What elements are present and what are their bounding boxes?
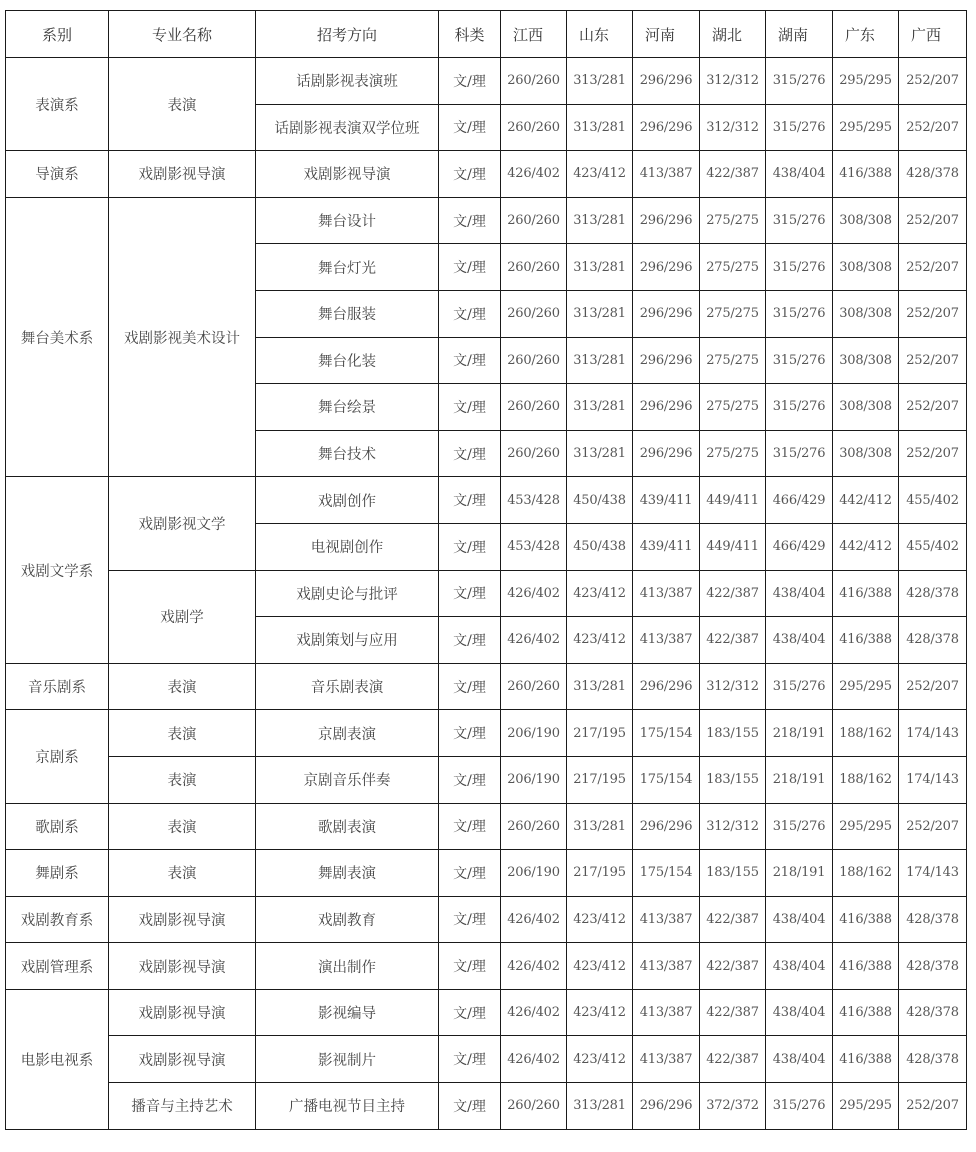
score-cell: 422/387 xyxy=(700,1036,766,1083)
header-direction: 招考方向 xyxy=(256,11,439,58)
major-cell: 表演 xyxy=(109,850,256,897)
score-cell: 423/412 xyxy=(567,1036,633,1083)
score-cell: 252/207 xyxy=(899,244,967,291)
score-cell: 260/260 xyxy=(501,290,567,337)
table-row xyxy=(6,989,967,1036)
score-cell: 260/260 xyxy=(501,58,567,105)
subject-type-cell: 文/理 xyxy=(439,663,501,710)
score-cell: 438/404 xyxy=(766,896,833,943)
score-cell: 466/429 xyxy=(766,477,833,524)
score-cell: 428/378 xyxy=(899,1036,967,1083)
score-cell: 313/281 xyxy=(567,384,633,431)
score-cell: 438/404 xyxy=(766,1036,833,1083)
score-cell: 453/428 xyxy=(501,477,567,524)
score-cell: 423/412 xyxy=(567,896,633,943)
score-cell: 442/412 xyxy=(833,477,899,524)
score-cell: 422/387 xyxy=(700,896,766,943)
score-cell: 450/438 xyxy=(567,477,633,524)
major-cell: 戏剧影视导演 xyxy=(109,989,256,1036)
score-cell: 260/260 xyxy=(501,104,567,151)
major-cell: 表演 xyxy=(109,663,256,710)
score-cell: 260/260 xyxy=(501,1083,567,1130)
score-cell: 426/402 xyxy=(501,570,567,617)
score-cell: 217/195 xyxy=(567,710,633,757)
table-row xyxy=(6,710,967,757)
direction-cell: 戏剧影视导演 xyxy=(256,151,439,198)
score-cell: 416/388 xyxy=(833,151,899,198)
score-cell: 313/281 xyxy=(567,197,633,244)
score-cell: 218/191 xyxy=(766,756,833,803)
score-cell: 175/154 xyxy=(633,756,700,803)
score-cell: 423/412 xyxy=(567,151,633,198)
score-cell: 439/411 xyxy=(633,477,700,524)
score-cell: 413/387 xyxy=(633,617,700,664)
score-cell: 174/143 xyxy=(899,756,967,803)
score-cell: 308/308 xyxy=(833,384,899,431)
subject-type-cell: 文/理 xyxy=(439,523,501,570)
score-cell: 188/162 xyxy=(833,710,899,757)
score-cell: 422/387 xyxy=(700,570,766,617)
header-major: 专业名称 xyxy=(109,11,256,58)
score-cell: 295/295 xyxy=(833,104,899,151)
score-cell: 423/412 xyxy=(567,617,633,664)
table-row xyxy=(6,1036,967,1083)
score-cell: 315/276 xyxy=(766,244,833,291)
header-row xyxy=(6,11,967,58)
direction-cell: 戏剧策划与应用 xyxy=(256,617,439,664)
score-cell: 260/260 xyxy=(501,663,567,710)
header-shandong: 山东 xyxy=(567,11,633,58)
score-cell: 428/378 xyxy=(899,943,967,990)
table-row xyxy=(6,58,967,105)
score-cell: 206/190 xyxy=(501,710,567,757)
score-cell: 252/207 xyxy=(899,430,967,477)
score-cell: 275/275 xyxy=(700,290,766,337)
major-cell: 表演 xyxy=(109,756,256,803)
subject-type-cell: 文/理 xyxy=(439,896,501,943)
score-cell: 315/276 xyxy=(766,384,833,431)
major-cell: 戏剧影视美术设计 xyxy=(109,197,256,477)
score-cell: 175/154 xyxy=(633,710,700,757)
score-cell: 313/281 xyxy=(567,1083,633,1130)
score-cell: 426/402 xyxy=(501,151,567,198)
score-cell: 296/296 xyxy=(633,1083,700,1130)
table-row xyxy=(6,896,967,943)
score-cell: 315/276 xyxy=(766,803,833,850)
direction-cell: 广播电视节目主持 xyxy=(256,1083,439,1130)
header-guangxi: 广西 xyxy=(899,11,967,58)
score-cell: 315/276 xyxy=(766,1083,833,1130)
score-cell: 426/402 xyxy=(501,896,567,943)
score-cell: 413/387 xyxy=(633,989,700,1036)
header-jiangxi: 江西 xyxy=(501,11,567,58)
score-cell: 422/387 xyxy=(700,943,766,990)
table-row xyxy=(6,756,967,803)
subject-type-cell: 文/理 xyxy=(439,850,501,897)
score-cell: 422/387 xyxy=(700,989,766,1036)
header-dept: 系别 xyxy=(6,11,109,58)
score-cell: 275/275 xyxy=(700,197,766,244)
dept-cell: 导演系 xyxy=(6,151,109,198)
subject-type-cell: 文/理 xyxy=(439,1083,501,1130)
score-cell: 260/260 xyxy=(501,244,567,291)
score-cell: 252/207 xyxy=(899,58,967,105)
direction-cell: 京剧表演 xyxy=(256,710,439,757)
score-cell: 275/275 xyxy=(700,244,766,291)
score-cell: 296/296 xyxy=(633,663,700,710)
score-cell: 428/378 xyxy=(899,570,967,617)
major-cell: 戏剧影视文学 xyxy=(109,477,256,570)
direction-cell: 演出制作 xyxy=(256,943,439,990)
direction-cell: 舞台服装 xyxy=(256,290,439,337)
score-cell: 313/281 xyxy=(567,430,633,477)
score-cell: 313/281 xyxy=(567,290,633,337)
score-cell: 218/191 xyxy=(766,710,833,757)
score-cell: 372/372 xyxy=(700,1083,766,1130)
major-cell: 播音与主持艺术 xyxy=(109,1083,256,1130)
score-cell: 296/296 xyxy=(633,290,700,337)
direction-cell: 音乐剧表演 xyxy=(256,663,439,710)
subject-type-cell: 文/理 xyxy=(439,1036,501,1083)
score-cell: 416/388 xyxy=(833,570,899,617)
subject-type-cell: 文/理 xyxy=(439,570,501,617)
score-cell: 438/404 xyxy=(766,570,833,617)
score-cell: 442/412 xyxy=(833,523,899,570)
score-cell: 422/387 xyxy=(700,617,766,664)
score-cell: 295/295 xyxy=(833,1083,899,1130)
score-cell: 438/404 xyxy=(766,989,833,1036)
dept-cell: 歌剧系 xyxy=(6,803,109,850)
score-cell: 260/260 xyxy=(501,803,567,850)
score-cell: 308/308 xyxy=(833,430,899,477)
score-cell: 315/276 xyxy=(766,104,833,151)
dept-cell: 戏剧文学系 xyxy=(6,477,109,663)
score-cell: 439/411 xyxy=(633,523,700,570)
score-cell: 252/207 xyxy=(899,803,967,850)
score-cell: 423/412 xyxy=(567,989,633,1036)
major-cell: 戏剧影视导演 xyxy=(109,1036,256,1083)
score-cell: 449/411 xyxy=(700,477,766,524)
score-cell: 252/207 xyxy=(899,337,967,384)
score-cell: 218/191 xyxy=(766,850,833,897)
score-cell: 188/162 xyxy=(833,756,899,803)
subject-type-cell: 文/理 xyxy=(439,756,501,803)
dept-cell: 音乐剧系 xyxy=(6,663,109,710)
header-henan: 河南 xyxy=(633,11,700,58)
score-cell: 275/275 xyxy=(700,430,766,477)
score-cell: 313/281 xyxy=(567,663,633,710)
score-cell: 175/154 xyxy=(633,850,700,897)
score-cell: 450/438 xyxy=(567,523,633,570)
score-cell: 466/429 xyxy=(766,523,833,570)
major-cell: 表演 xyxy=(109,58,256,151)
score-cell: 275/275 xyxy=(700,337,766,384)
score-cell: 422/387 xyxy=(700,151,766,198)
subject-type-cell: 文/理 xyxy=(439,58,501,105)
score-cell: 252/207 xyxy=(899,384,967,431)
score-cell: 313/281 xyxy=(567,337,633,384)
score-cell: 428/378 xyxy=(899,151,967,198)
major-cell: 表演 xyxy=(109,803,256,850)
table-row xyxy=(6,663,967,710)
direction-cell: 话剧影视表演双学位班 xyxy=(256,104,439,151)
subject-type-cell: 文/理 xyxy=(439,104,501,151)
score-cell: 449/411 xyxy=(700,523,766,570)
dept-cell: 表演系 xyxy=(6,58,109,151)
score-cell: 275/275 xyxy=(700,384,766,431)
score-cell: 416/388 xyxy=(833,617,899,664)
score-cell: 428/378 xyxy=(899,989,967,1036)
score-cell: 206/190 xyxy=(501,756,567,803)
score-cell: 426/402 xyxy=(501,943,567,990)
direction-cell: 电视剧创作 xyxy=(256,523,439,570)
score-cell: 313/281 xyxy=(567,244,633,291)
major-cell: 表演 xyxy=(109,710,256,757)
subject-type-cell: 文/理 xyxy=(439,803,501,850)
score-cell: 296/296 xyxy=(633,197,700,244)
dept-cell: 舞台美术系 xyxy=(6,197,109,477)
direction-cell: 舞剧表演 xyxy=(256,850,439,897)
score-cell: 296/296 xyxy=(633,104,700,151)
subject-type-cell: 文/理 xyxy=(439,337,501,384)
subject-type-cell: 文/理 xyxy=(439,197,501,244)
score-cell: 260/260 xyxy=(501,430,567,477)
score-cell: 312/312 xyxy=(700,663,766,710)
score-cell: 413/387 xyxy=(633,1036,700,1083)
direction-cell: 戏剧教育 xyxy=(256,896,439,943)
table-row xyxy=(6,943,967,990)
direction-cell: 京剧音乐伴奏 xyxy=(256,756,439,803)
score-cell: 188/162 xyxy=(833,850,899,897)
table-row xyxy=(6,1083,967,1130)
table-row xyxy=(6,197,967,244)
direction-cell: 影视编导 xyxy=(256,989,439,1036)
score-cell: 315/276 xyxy=(766,290,833,337)
dept-cell: 电影电视系 xyxy=(6,989,109,1129)
score-cell: 315/276 xyxy=(766,58,833,105)
dept-cell: 京剧系 xyxy=(6,710,109,803)
score-cell: 315/276 xyxy=(766,430,833,477)
score-cell: 252/207 xyxy=(899,104,967,151)
score-cell: 308/308 xyxy=(833,290,899,337)
score-cell: 260/260 xyxy=(501,384,567,431)
score-cell: 296/296 xyxy=(633,384,700,431)
score-cell: 183/155 xyxy=(700,850,766,897)
score-cell: 308/308 xyxy=(833,197,899,244)
score-cell: 308/308 xyxy=(833,337,899,384)
score-cell: 183/155 xyxy=(700,756,766,803)
dept-cell: 舞剧系 xyxy=(6,850,109,897)
score-cell: 295/295 xyxy=(833,803,899,850)
direction-cell: 话剧影视表演班 xyxy=(256,58,439,105)
score-cell: 423/412 xyxy=(567,570,633,617)
header-guangdong: 广东 xyxy=(833,11,899,58)
dept-cell: 戏剧教育系 xyxy=(6,896,109,943)
score-cell: 296/296 xyxy=(633,430,700,477)
table-row xyxy=(6,477,967,524)
score-cell: 413/387 xyxy=(633,943,700,990)
major-cell: 戏剧影视导演 xyxy=(109,943,256,990)
subject-type-cell: 文/理 xyxy=(439,710,501,757)
direction-cell: 舞台绘景 xyxy=(256,384,439,431)
subject-type-cell: 文/理 xyxy=(439,151,501,198)
score-cell: 453/428 xyxy=(501,523,567,570)
score-cell: 426/402 xyxy=(501,989,567,1036)
subject-type-cell: 文/理 xyxy=(439,244,501,291)
score-cell: 260/260 xyxy=(501,197,567,244)
score-cell: 206/190 xyxy=(501,850,567,897)
score-cell: 217/195 xyxy=(567,756,633,803)
score-cell: 312/312 xyxy=(700,803,766,850)
score-cell: 252/207 xyxy=(899,197,967,244)
score-cell: 296/296 xyxy=(633,337,700,384)
score-cell: 296/296 xyxy=(633,244,700,291)
score-cell: 428/378 xyxy=(899,896,967,943)
score-cell: 252/207 xyxy=(899,1083,967,1130)
score-cell: 315/276 xyxy=(766,337,833,384)
score-cell: 296/296 xyxy=(633,58,700,105)
header-hunan: 湖南 xyxy=(766,11,833,58)
score-cell: 312/312 xyxy=(700,104,766,151)
score-cell: 313/281 xyxy=(567,104,633,151)
score-cell: 315/276 xyxy=(766,663,833,710)
table-row xyxy=(6,850,967,897)
score-cell: 426/402 xyxy=(501,617,567,664)
score-cell: 295/295 xyxy=(833,58,899,105)
score-cell: 455/402 xyxy=(899,477,967,524)
score-cell: 428/378 xyxy=(899,617,967,664)
subject-type-cell: 文/理 xyxy=(439,943,501,990)
score-cell: 426/402 xyxy=(501,1036,567,1083)
score-cell: 413/387 xyxy=(633,151,700,198)
score-cell: 413/387 xyxy=(633,570,700,617)
score-cell: 438/404 xyxy=(766,617,833,664)
score-cell: 313/281 xyxy=(567,58,633,105)
dept-cell: 戏剧管理系 xyxy=(6,943,109,990)
direction-cell: 戏剧史论与批评 xyxy=(256,570,439,617)
direction-cell: 舞台化装 xyxy=(256,337,439,384)
direction-cell: 舞台设计 xyxy=(256,197,439,244)
major-cell: 戏剧影视导演 xyxy=(109,151,256,198)
score-cell: 296/296 xyxy=(633,803,700,850)
major-cell: 戏剧影视导演 xyxy=(109,896,256,943)
score-cell: 416/388 xyxy=(833,1036,899,1083)
score-cell: 315/276 xyxy=(766,197,833,244)
table-row xyxy=(6,151,967,198)
direction-cell: 影视制片 xyxy=(256,1036,439,1083)
score-cell: 174/143 xyxy=(899,710,967,757)
score-cell: 217/195 xyxy=(567,850,633,897)
score-cell: 455/402 xyxy=(899,523,967,570)
score-cell: 438/404 xyxy=(766,151,833,198)
score-cell: 252/207 xyxy=(899,663,967,710)
direction-cell: 舞台技术 xyxy=(256,430,439,477)
score-cell: 438/404 xyxy=(766,943,833,990)
table-row xyxy=(6,570,967,617)
score-cell: 312/312 xyxy=(700,58,766,105)
score-cell: 252/207 xyxy=(899,290,967,337)
admission-scores-table xyxy=(5,10,967,1130)
subject-type-cell: 文/理 xyxy=(439,477,501,524)
subject-type-cell: 文/理 xyxy=(439,290,501,337)
score-cell: 416/388 xyxy=(833,896,899,943)
header-hubei: 湖北 xyxy=(700,11,766,58)
score-cell: 174/143 xyxy=(899,850,967,897)
major-cell: 戏剧学 xyxy=(109,570,256,663)
subject-type-cell: 文/理 xyxy=(439,989,501,1036)
header-type: 科类 xyxy=(439,11,501,58)
subject-type-cell: 文/理 xyxy=(439,384,501,431)
score-cell: 308/308 xyxy=(833,244,899,291)
subject-type-cell: 文/理 xyxy=(439,617,501,664)
direction-cell: 舞台灯光 xyxy=(256,244,439,291)
score-cell: 416/388 xyxy=(833,989,899,1036)
score-cell: 313/281 xyxy=(567,803,633,850)
direction-cell: 歌剧表演 xyxy=(256,803,439,850)
direction-cell: 戏剧创作 xyxy=(256,477,439,524)
score-cell: 423/412 xyxy=(567,943,633,990)
subject-type-cell: 文/理 xyxy=(439,430,501,477)
score-cell: 183/155 xyxy=(700,710,766,757)
score-cell: 413/387 xyxy=(633,896,700,943)
score-cell: 295/295 xyxy=(833,663,899,710)
score-cell: 416/388 xyxy=(833,943,899,990)
table-row xyxy=(6,803,967,850)
score-cell: 260/260 xyxy=(501,337,567,384)
